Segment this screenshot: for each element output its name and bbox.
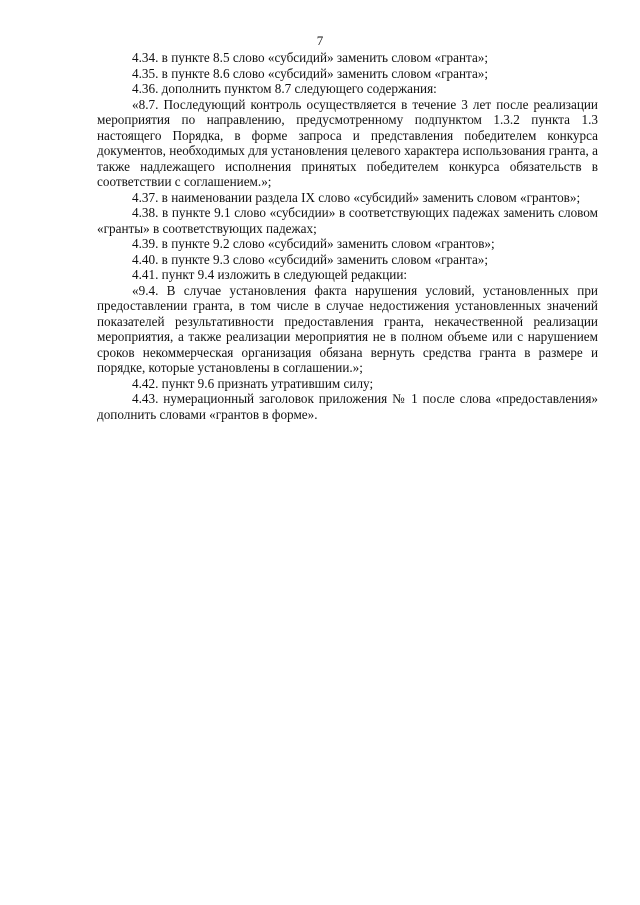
page-number: 7 (316, 33, 324, 48)
paragraph-4-41: 4.41. пункт 9.4 изложить в следующей редакции: (132, 267, 408, 282)
paragraph-4-40: 4.40. в пункте 9.3 слово «субсидий» заменить словом «гранта»; (132, 251, 489, 267)
paragraph-4-42: 4.42. пункт 9.6 признать утратившим силу; (132, 375, 374, 391)
quoted-paragraph-9-4: «9.4. В случае установления факта нарушения условий, установленных при предоставлении гранта, в том числе в случае недостижения установленных значений показателей результативности предоставления гранта, некачественной реализации мероприятия, а также реализации мероприятия не в полном объеме или с нарушением сроков некоммерческая организация обязана вернуть средства гранта в размере и порядке, которые установлены в соглашении.»; (97, 282, 598, 375)
paragraph-4-43: 4.43. нумерационный заголовок приложения № 1 после слова «предоставления» дополнить словами «грантов в форме». (97, 391, 598, 422)
paragraph-4-39: 4.39. в пункте 9.2 слово «субсидий» заменить словом «грантов»; (132, 236, 495, 251)
paragraph-4-35: 4.35. в пункте 8.6 слово «субсидий» заменить словом «гранта»; (132, 65, 489, 81)
paragraph-4-37: 4.37. в наименовании раздела IX слово «субсидий» заменить словом «грантов»; (132, 189, 581, 205)
document-body (97, 50, 598, 422)
paragraph-4-34: 4.34. в пункте 8.5 слово «субсидий» заменить словом «гранта»; (132, 50, 489, 65)
quoted-paragraph-8-7: «8.7. Последующий контроль осуществляется в течение 3 лет после реализации мероприятия по направлению, предусмотренному подпунктом 1.3.2 пункта 1.3 настоящего Порядка, в форме запроса и представления победителем конкурса документов, необходимых для установления целевого характера использования гранта, а также надлежащего исполнения принятых победителем конкурса обязательств в соответствии с соглашением.»; (97, 96, 598, 189)
paragraph-4-38: 4.38. в пункте 9.1 слово «субсидии» в соответствующих падежах заменить словом «гранты» в соответствующих падежах; (97, 205, 598, 236)
paragraph-4-36: 4.36. дополнить пунктом 8.7 следующего содержания: (132, 81, 437, 96)
